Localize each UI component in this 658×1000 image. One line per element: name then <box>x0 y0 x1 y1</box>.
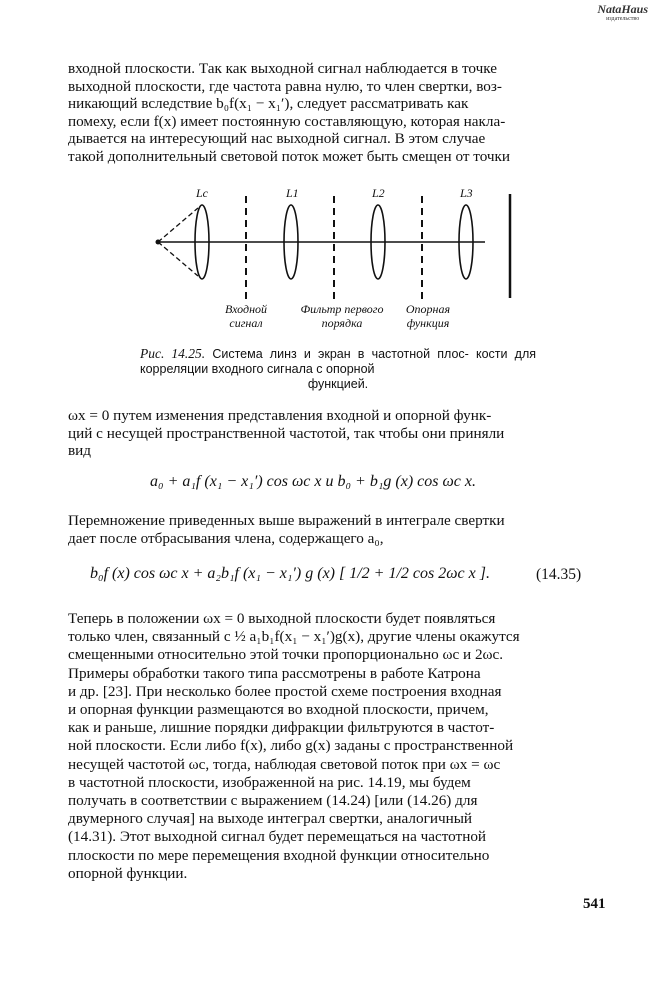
text-line: никающий вследствие b₀f(x₁ − x₁′), следует рассматривать как <box>68 95 469 112</box>
text-line: ωx = 0 путем изменения представления входной и опорной функ- <box>68 407 492 424</box>
label-reference-line2: функция <box>406 316 450 330</box>
label-reference-line1: Опорная <box>405 302 451 316</box>
caption-line2: кости для корреляции входного сигнала с опорной <box>140 347 537 376</box>
label-reference-plane <box>396 302 460 330</box>
label-filter-line2: порядка <box>321 316 363 330</box>
text-line: несущей частотой ωc, тогда, наблюдая световой поток при ωx = ωc <box>68 755 501 773</box>
ray-lower <box>158 242 198 276</box>
top-paragraph <box>68 60 602 165</box>
text-line: Перемножение приведенных выше выражений в интеграле свертки <box>68 512 505 529</box>
label-l2: L2 <box>372 186 385 200</box>
text-line: дает после отбрасывания члена, содержащего a₀, <box>68 529 384 547</box>
page-number: 541 <box>583 896 606 912</box>
formula-2: b₀f (x) cos ωc x + a₂b₁f (x₁ − x₁′) g (x) [ 1/2 + 1/2 cos 2ωc x ]. <box>90 565 490 582</box>
text-line: входной плоскости. Так как выходной сигнал наблюдается в точке <box>68 60 497 77</box>
text-line: помеху, если f(x) имеет постоянную составляющую, которая накла- <box>68 112 506 130</box>
text-line: выходной плоскости, где частота равна нулю, то член свертки, воз- <box>68 77 502 95</box>
label-l3: L3 <box>460 186 473 200</box>
ray-upper <box>158 208 198 242</box>
label-l1: L1 <box>286 186 299 200</box>
text-line: вид <box>68 442 92 459</box>
text-line: дывается на интересующий нас выходной сигнал. В этом случае <box>68 130 486 147</box>
text-line: Теперь в положении ωx = 0 выходной плоскости будет появляться <box>68 610 496 627</box>
text-line: двумерного случая] на выходе интеграл свертки, аналогичный <box>68 810 473 828</box>
label-input-line2: сигнал <box>229 316 263 330</box>
watermark-brand: NataHaus <box>597 2 648 16</box>
formula-1: a₀ + a₁f (x₁ − x₁′) cos ωc x и b₀ + b₁g (x) cos ωc x. <box>150 473 476 490</box>
text-line: (14.31). Этот выходной сигнал будет перемещаться на частотной <box>68 828 487 846</box>
label-filter-line1: Фильтр первого <box>300 302 384 316</box>
figure-caption <box>140 346 536 392</box>
text-line: как и раньше, лишние порядки дифракции фильтруются в частот- <box>68 719 495 737</box>
bottom-paragraph <box>68 610 602 883</box>
text-line: в частотной плоскости, изображенной на рис. 14.19, мы будем <box>68 773 471 791</box>
text-line: смещенными относительно этой точки пропорционально ωc и 2ωc. <box>68 646 504 664</box>
text-line: такой дополнительный световой поток может быть смещен от точки <box>68 147 511 165</box>
middle-paragraph <box>68 407 602 460</box>
middle-paragraph-2 <box>68 512 602 547</box>
text-line: ций с несущей пространственной частотой, так чтобы они приняли <box>68 424 505 442</box>
caption-line1: Система линз и экран в частотной плос- <box>212 347 469 361</box>
text-line: плоскости по мере перемещения входной функции относительно <box>68 846 490 864</box>
text-line: и опорная функции размещаются во входной плоскости, причем, <box>68 701 489 719</box>
text-line: только член, связанный с ½ a₁b₁f(x₁ − x₁′)g(x), другие члены окажутся <box>68 628 520 646</box>
equation-number: (14.35) <box>536 566 582 583</box>
label-filter-plane <box>290 302 394 330</box>
text-line: и др. [23]. При несколько более простой схеме построения входная <box>68 682 502 700</box>
text-line: ной плоскости. Если либо f(x), либо g(x) заданы с пространственной <box>68 737 514 755</box>
label-input-line1: Входной <box>224 302 268 316</box>
label-input-plane <box>216 302 276 330</box>
label-lc: Lc <box>196 186 208 200</box>
text-line: опорной функции. <box>68 864 188 882</box>
caption-line3: функцией. <box>307 377 369 391</box>
watermark-sub: издательство <box>606 16 640 22</box>
text-line: получать в соответствии с выражением (14.24) [или (14.26) для <box>68 792 478 810</box>
text-line: Примеры обработки такого типа рассмотрены в работе Катрона <box>68 664 481 682</box>
caption-number: Рис. 14.25. <box>140 346 206 361</box>
publisher-watermark <box>597 4 648 24</box>
lens-system-figure <box>150 182 530 342</box>
